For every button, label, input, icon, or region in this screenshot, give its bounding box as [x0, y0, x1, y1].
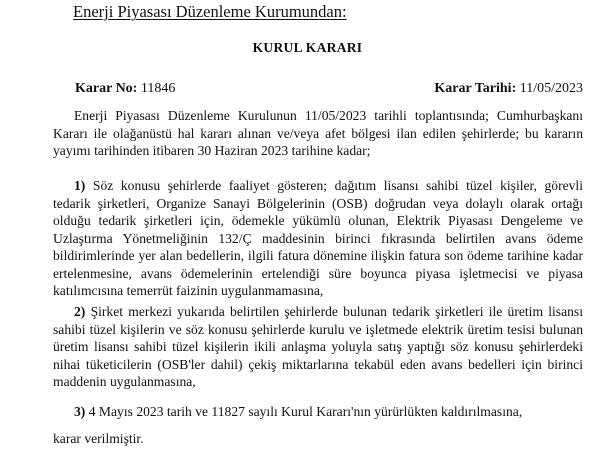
item-1-paragraph: [53, 177, 583, 300]
item-2-paragraph: [53, 303, 583, 391]
item-1-line: Uzlaştırma Yönetmeliğinin 132/Ç maddesinin birinci fıkrasında belirtilen avans ödeme: [53, 230, 583, 246]
karar-no-label: Karar No:: [75, 81, 138, 96]
item-3-number: 3): [74, 404, 86, 419]
item-3-text: 4 Mayıs 2023 tarih ve 11827 sayılı Kurul Kararı'nın yürürlükten kaldırılmasına,: [88, 404, 523, 419]
item-1-line: tedarik şirketleri, Organize Sanayi Bölgelerinin (OSB) doğrudan veya dolaylı olarak ortağı: [53, 195, 583, 211]
intro-line: Kararı ile olağanüstü hal kararı alınan ve/veya afet bölgesi ilan edilen şehirlerde; bu kararın: [53, 125, 583, 141]
item-3-paragraph: [53, 403, 583, 421]
karar-no: [75, 81, 175, 97]
item-1-line: ertelenmesine, avans ödemelerinin ertelendiği süre boyunca piyasa işletmecisi ve piyasa: [53, 265, 583, 281]
item-2-line: Şirket merkezi yukarıda belirtilen şehirlerde bulunan tedarik şirketleri ile üretim lisansı: [90, 304, 583, 319]
karar-tarihi-label: Karar Tarihi:: [434, 81, 517, 96]
intro-paragraph: [53, 107, 583, 160]
item-2-line: üretim lisansı sahibi tüzel kişilerin ikili anlaşma yoluyla satış yaptığı söz konusu şehirlerdeki: [53, 339, 583, 354]
item-1-first-line: [53, 177, 583, 195]
decision-meta-row: [75, 81, 583, 97]
item-2-line: nihai tüketicilerin (OSB'ler dahil) çekiş miktarlarına tekabül eden avans bedelleri için birinci: [53, 356, 583, 372]
item-2-first-line: [53, 303, 583, 321]
item-2-line: maddenin uygulanmasına,: [53, 374, 196, 389]
intro-line: yayımı tarihinden itibaren 30 Haziran 2023 tarihine kadar;: [53, 143, 371, 158]
issuing-authority-header: Enerji Piyasası Düzenleme Kurumundan:: [73, 2, 347, 21]
item-2-line: sahibi tüzel kişilerin ve söz konusu şehirlerde kurulu ve işletmede elektrik üretim tesisi bulunan: [53, 321, 583, 337]
document-title: KURUL KARARI: [252, 40, 363, 55]
item-1-line: Söz konusu şehirlerde faaliyet gösteren; dağıtım lisansı sahibi tüzel kişiler, görevli: [92, 178, 583, 193]
karar-tarihi: [434, 81, 583, 97]
item-3-line: [53, 403, 583, 421]
closing-text: karar verilmiştir.: [53, 431, 144, 446]
item-1-line: olduğu tedarik şirketleri için, ödemekle yükümlü olunan, Elektrik Piyasası Dengeleme ve: [53, 213, 583, 228]
item-1-number: 1): [74, 178, 86, 193]
closing-paragraph: [53, 430, 583, 448]
item-1-line: bildirimlerinde yer alan bedellerin, ilgili fatura dönemine ilişkin fatura son ödeme tarihine kadar: [53, 248, 583, 263]
intro-line: Enerji Piyasası Düzenleme Kurulunun 11/05/2023 tarihli toplantısında; Cumhurbaşkanı: [74, 108, 583, 123]
item-1-line: katılımcısına temerrüt faizinin uygulanmamasına,: [53, 283, 324, 298]
karar-tarihi-value: 11/05/2023: [519, 81, 583, 96]
item-2-number: 2): [74, 304, 86, 319]
karar-no-value: 11846: [140, 81, 176, 96]
